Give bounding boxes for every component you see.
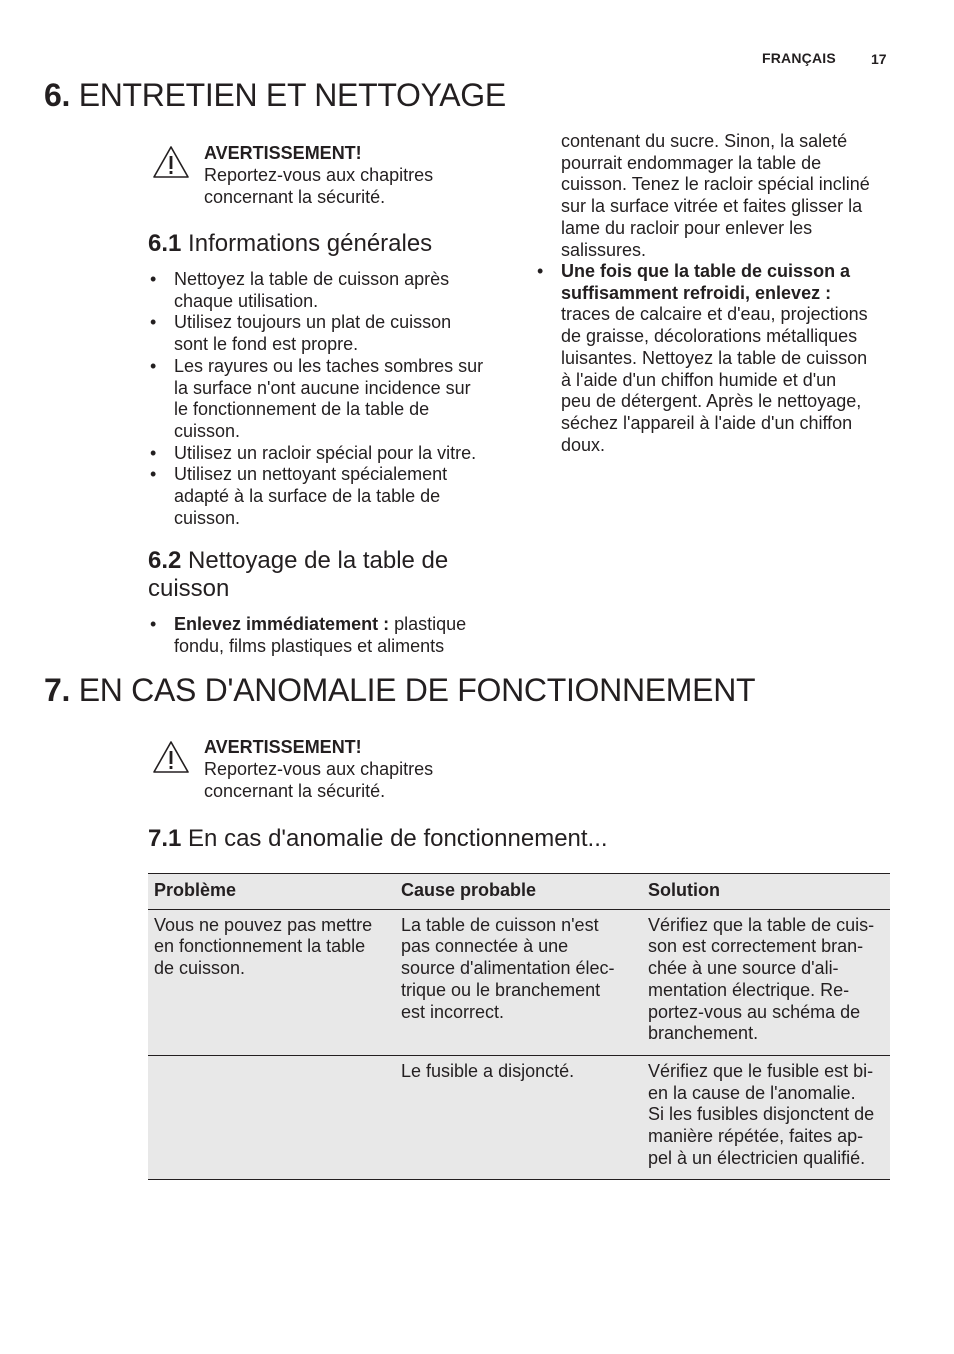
- section-6-heading: [44, 77, 506, 114]
- general-info-list: [148, 269, 508, 529]
- column-header-cause: Cause probable: [395, 874, 642, 910]
- warning-icon: [152, 740, 190, 774]
- cleaning-list: [148, 614, 508, 657]
- list-item: • Nettoyez la table de cuisson après chaque utilisation.: [150, 269, 450, 311]
- warning-line-2: concernant la sécurité.: [204, 187, 386, 207]
- section-7-heading: [44, 672, 755, 709]
- table-row: [148, 909, 890, 1055]
- solution-cell: Vérifiez que le fusible est bi- en la cause de l'anomalie. Si les fusibles disjonctent de manière répétée, faites ap- pel à un électricien qualifié.: [642, 1055, 890, 1180]
- list-item: • Utilisez un nettoyant spécialement adapté à la surface de la table de cuisson.: [150, 464, 448, 528]
- warning-line-1: Reportez-vous aux chapitres: [204, 759, 434, 779]
- subsection-6-2-title-2: cuisson: [148, 575, 230, 602]
- solution-cell: Vérifiez que la table de cuis- son est correctement bran- chée à une source d'ali- mentation électrique. Re- portez-vous au schéma de branchement.: [642, 909, 890, 1055]
- language-label: FRANÇAIS: [762, 50, 836, 66]
- warning-title: AVERTISSEMENT!: [204, 737, 362, 757]
- section-6-title: ENTRETIEN ET NETTOYAGE: [78, 77, 506, 113]
- subsection-6-1-number: 6.1: [148, 230, 182, 257]
- subsection-7-1-title: En cas d'anomalie de fonctionnement...: [188, 825, 608, 852]
- problem-cell: [148, 1055, 395, 1180]
- troubleshooting-table: [148, 873, 890, 1180]
- table-header-row: [148, 874, 890, 910]
- section-6-number: 6.: [44, 77, 71, 113]
- cause-cell: La table de cuisson n'est pas connectée à une source d'alimentation élec- trique ou le branchement est incorrect.: [395, 909, 642, 1055]
- list-item: • Utilisez un racloir spécial pour la vitre.: [150, 442, 477, 463]
- warning-box-2: [204, 737, 433, 802]
- subsection-6-1-title: Informations générales: [188, 230, 433, 257]
- subsection-6-2-title-1: Nettoyage de la table de: [188, 547, 449, 574]
- table-row: [148, 1055, 890, 1180]
- subsection-6-2-heading: [148, 547, 508, 603]
- warning-line-2: concernant la sécurité.: [204, 781, 386, 801]
- subsection-7-1-heading: [148, 825, 608, 853]
- warning-box-1: [204, 143, 433, 208]
- list-item: • Les rayures ou les taches sombres sur la surface n'ont aucune incidence sur le fonctionnement de la table de cuisson.: [150, 355, 484, 441]
- subsection-7-1-number: 7.1: [148, 825, 182, 852]
- page-number: 17: [871, 51, 887, 67]
- list-item: • Une fois que la table de cuisson a suffisamment refroidi, enlevez : traces de calcaire et d'eau, projections de graisse, décolorations métalliques luisantes. Nettoyez la table de cuisson à l'aide d'un chiffon humide et d'un peu de détergent. Après le nettoyage, séchez l'appareil à l'aide d'un chiffon doux.: [537, 261, 868, 455]
- column-header-solution: Solution: [642, 874, 890, 910]
- column-header-problem: Problème: [148, 874, 395, 910]
- problem-cell: Vous ne pouvez pas mettre en fonctionnement la table de cuisson.: [148, 909, 395, 1055]
- subsection-6-1-heading: [148, 230, 432, 258]
- warning-line-1: Reportez-vous aux chapitres: [204, 165, 434, 185]
- cleaning-continued-text: contenant du sucre. Sinon, la saleté pourrait endommager la table de cuisson. Tenez le racloir spécial incliné sur la surface vitrée et faites glisser la lame du racloir pour enlever les salissures.: [561, 131, 870, 260]
- cause-cell: Le fusible a disjoncté.: [395, 1055, 642, 1180]
- warning-title: AVERTISSEMENT!: [204, 143, 362, 163]
- section-7-number: 7.: [44, 672, 71, 708]
- cleaning-list-2: [535, 261, 901, 456]
- list-item: • Utilisez toujours un plat de cuisson sont le fond est propre.: [150, 312, 452, 355]
- subsection-6-2-number: 6.2: [148, 547, 182, 574]
- warning-icon: [152, 145, 190, 179]
- section-7-title: EN CAS D'ANOMALIE DE FONCTIONNEMENT: [78, 672, 756, 708]
- list-item: • Enlevez immédiatement : plastique fondu, films plastiques et aliments: [150, 614, 467, 656]
